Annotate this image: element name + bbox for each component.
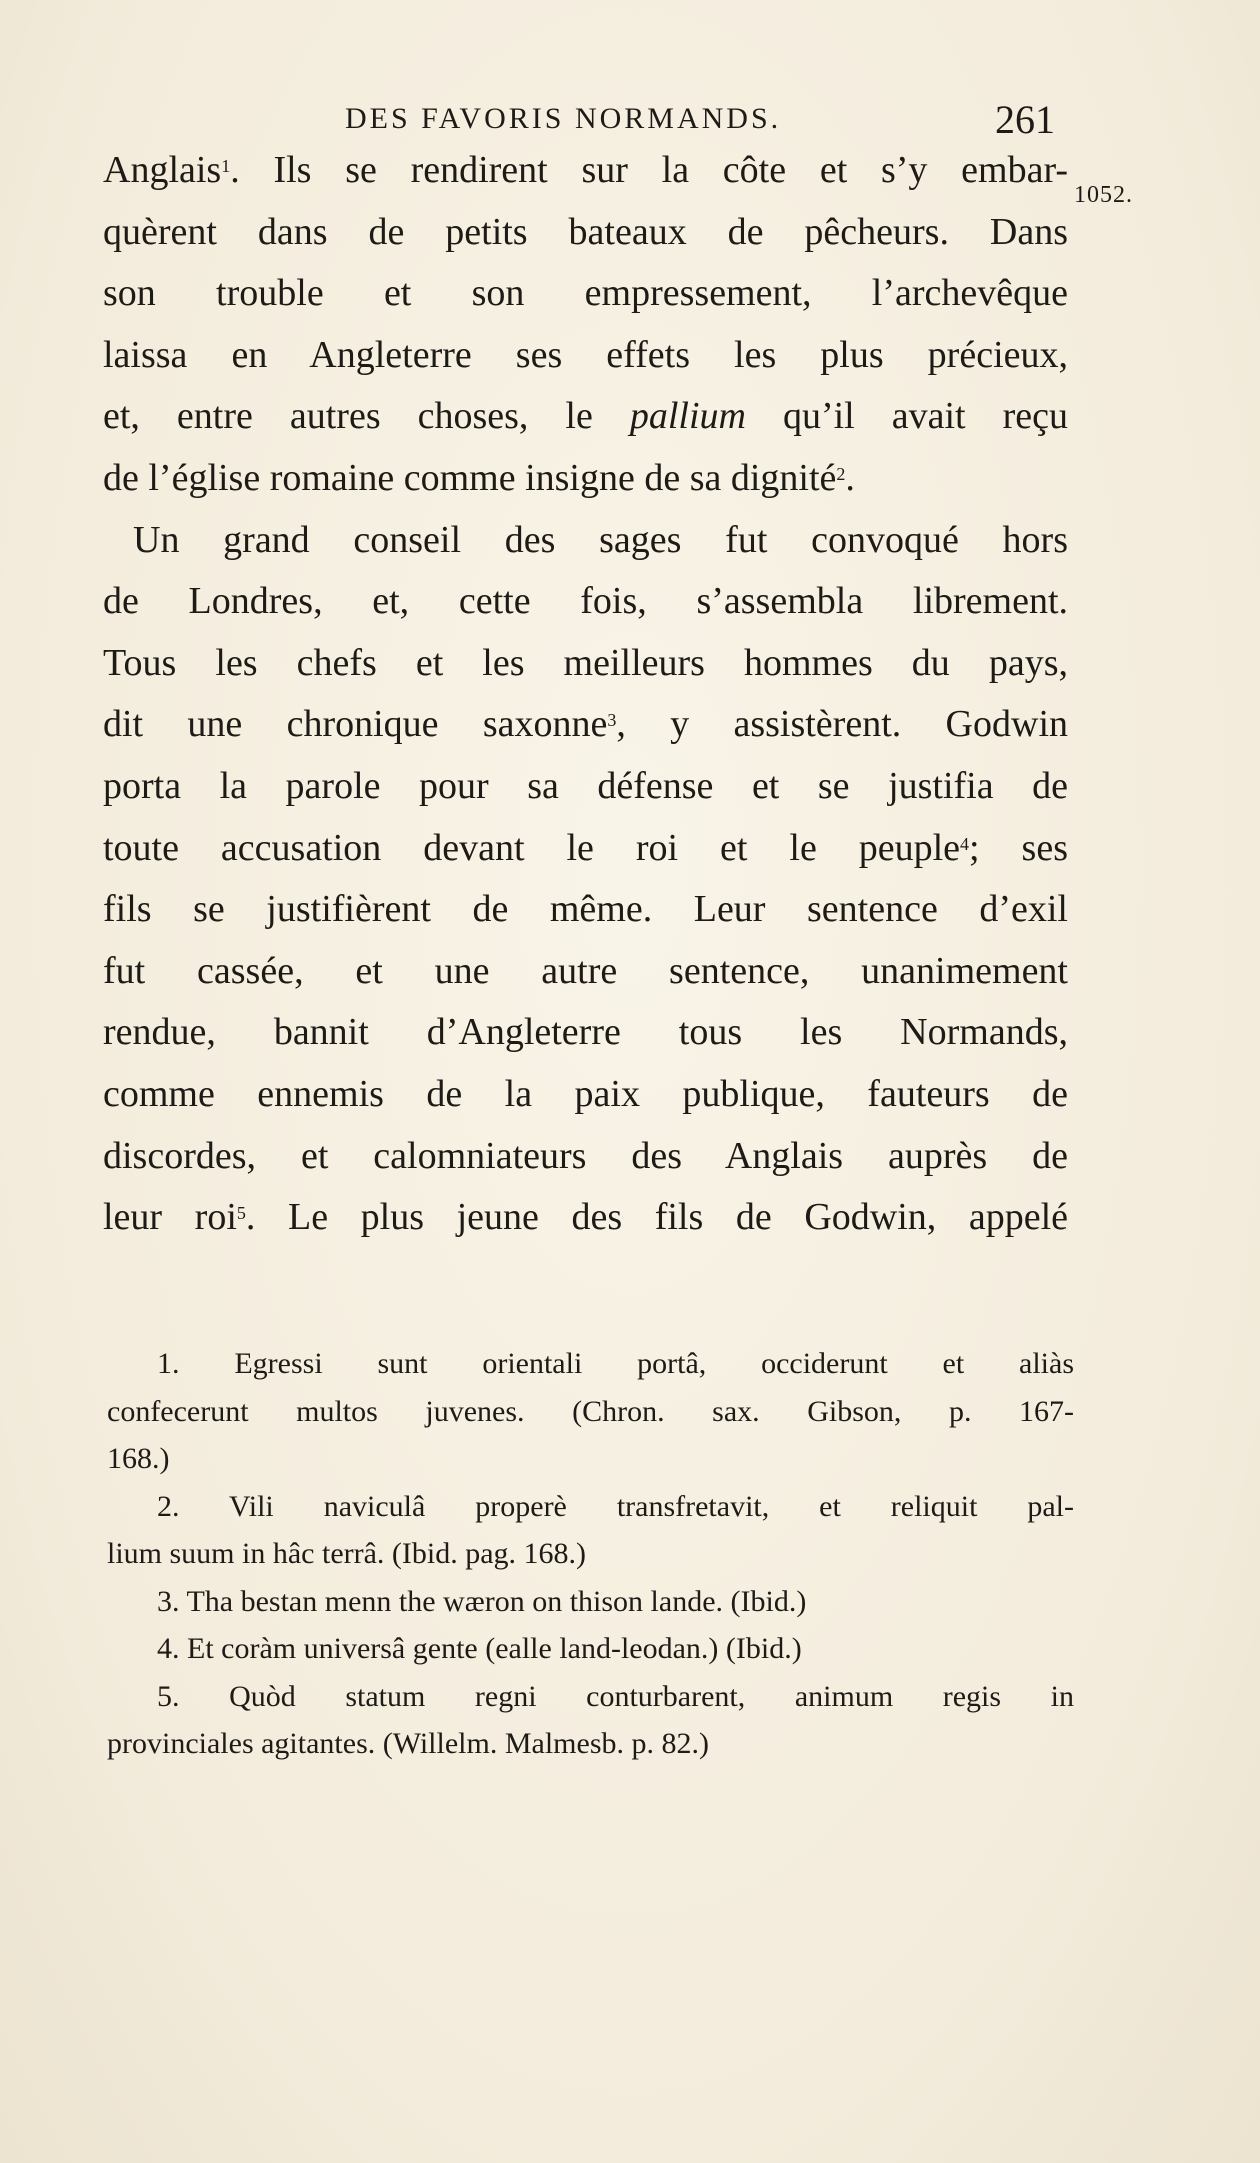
text-line-13: fils se justifièrent de même. Leur sentence d’exil xyxy=(103,888,1068,931)
text-line-3: son trouble et son empressement, l’archevêque xyxy=(103,272,1068,315)
text-line-16: comme ennemis de la paix publique, fauteurs de xyxy=(103,1072,1068,1115)
footnote-1-line-1: 1. Egressi sunt orientali portâ, occiderunt et aliàs xyxy=(157,1347,1074,1380)
margin-year-note: 1052. xyxy=(1074,182,1133,208)
text-line-4: laissa en Angleterre ses effets les plus précieux, xyxy=(103,333,1068,376)
main-text xyxy=(103,140,1068,1249)
footnote-4-line-1: 4. Et coràm universâ gente (ealle land-leodan.) (Ibid.) xyxy=(157,1632,802,1665)
text-line-18: leur roi$^5$. Le plus jeune des fils de Godwin, appelé xyxy=(103,1196,1069,1239)
text-line-1: Anglais$^1$. Ils se rendirent sur la côte et s’y embar- xyxy=(103,149,1068,191)
text-line-5: et, entre autres choses, le pallium qu’il avait reçu xyxy=(103,395,1068,438)
text-line-10: dit une chronique saxonne$^3$, y assistèrent. Godwin xyxy=(103,703,1068,746)
footnote-3-line-1: 3. Tha bestan menn the wæron on thison lande. (Ibid.) xyxy=(157,1584,807,1618)
footnotes xyxy=(107,1340,1074,1768)
text-line-7: Un grand conseil des sages fut convoqué hors xyxy=(133,518,1068,561)
text-line-6: de l’église romaine comme insigne de sa dignité$^2$. xyxy=(103,456,855,499)
running-title: DES FAVORIS NORMANDS. xyxy=(345,102,782,135)
text-line-2: quèrent dans de petits bateaux de pêcheurs. Dans xyxy=(103,210,1068,253)
text-line-9: Tous les chefs et les meilleurs hommes du pays, xyxy=(103,641,1068,684)
footnote-1-line-2: confecerunt multos juvenes. (Chron. sax. Gibson, p. 167- xyxy=(107,1394,1074,1428)
text-line-15: rendue, bannit d’Angleterre tous les Normands, xyxy=(103,1011,1068,1054)
footnote-2-line-1: 2. Vili naviculâ properè transfretavit, et reliquit pal- xyxy=(157,1489,1074,1523)
pallium-italic: pallium xyxy=(629,395,746,438)
text-line-8: de Londres, et, cette fois, s’assembla librement. xyxy=(103,580,1068,623)
text-line-11: porta la parole pour sa défense et se justifia de xyxy=(103,764,1068,807)
text-line-12: toute accusation devant le roi et le peuple$^4$; ses xyxy=(103,826,1068,869)
footnote-5-line-2: provinciales agitantes. (Willelm. Malmesb. p. 82.) xyxy=(107,1727,709,1760)
text-line-14: fut cassée, et une autre sentence, unanimement xyxy=(103,949,1068,992)
text-line-17: discordes, et calomniateurs des Anglais auprès de xyxy=(103,1134,1068,1177)
footnote-2-line-2: lium suum in hâc terrâ. (Ibid. pag. 168.) xyxy=(107,1537,587,1570)
footnote-1-line-3: 168.) xyxy=(107,1442,170,1475)
footnote-5-line-1: 5. Quòd statum regni conturbarent, animum regis in xyxy=(157,1679,1074,1713)
page-number: 261 xyxy=(995,97,1055,142)
